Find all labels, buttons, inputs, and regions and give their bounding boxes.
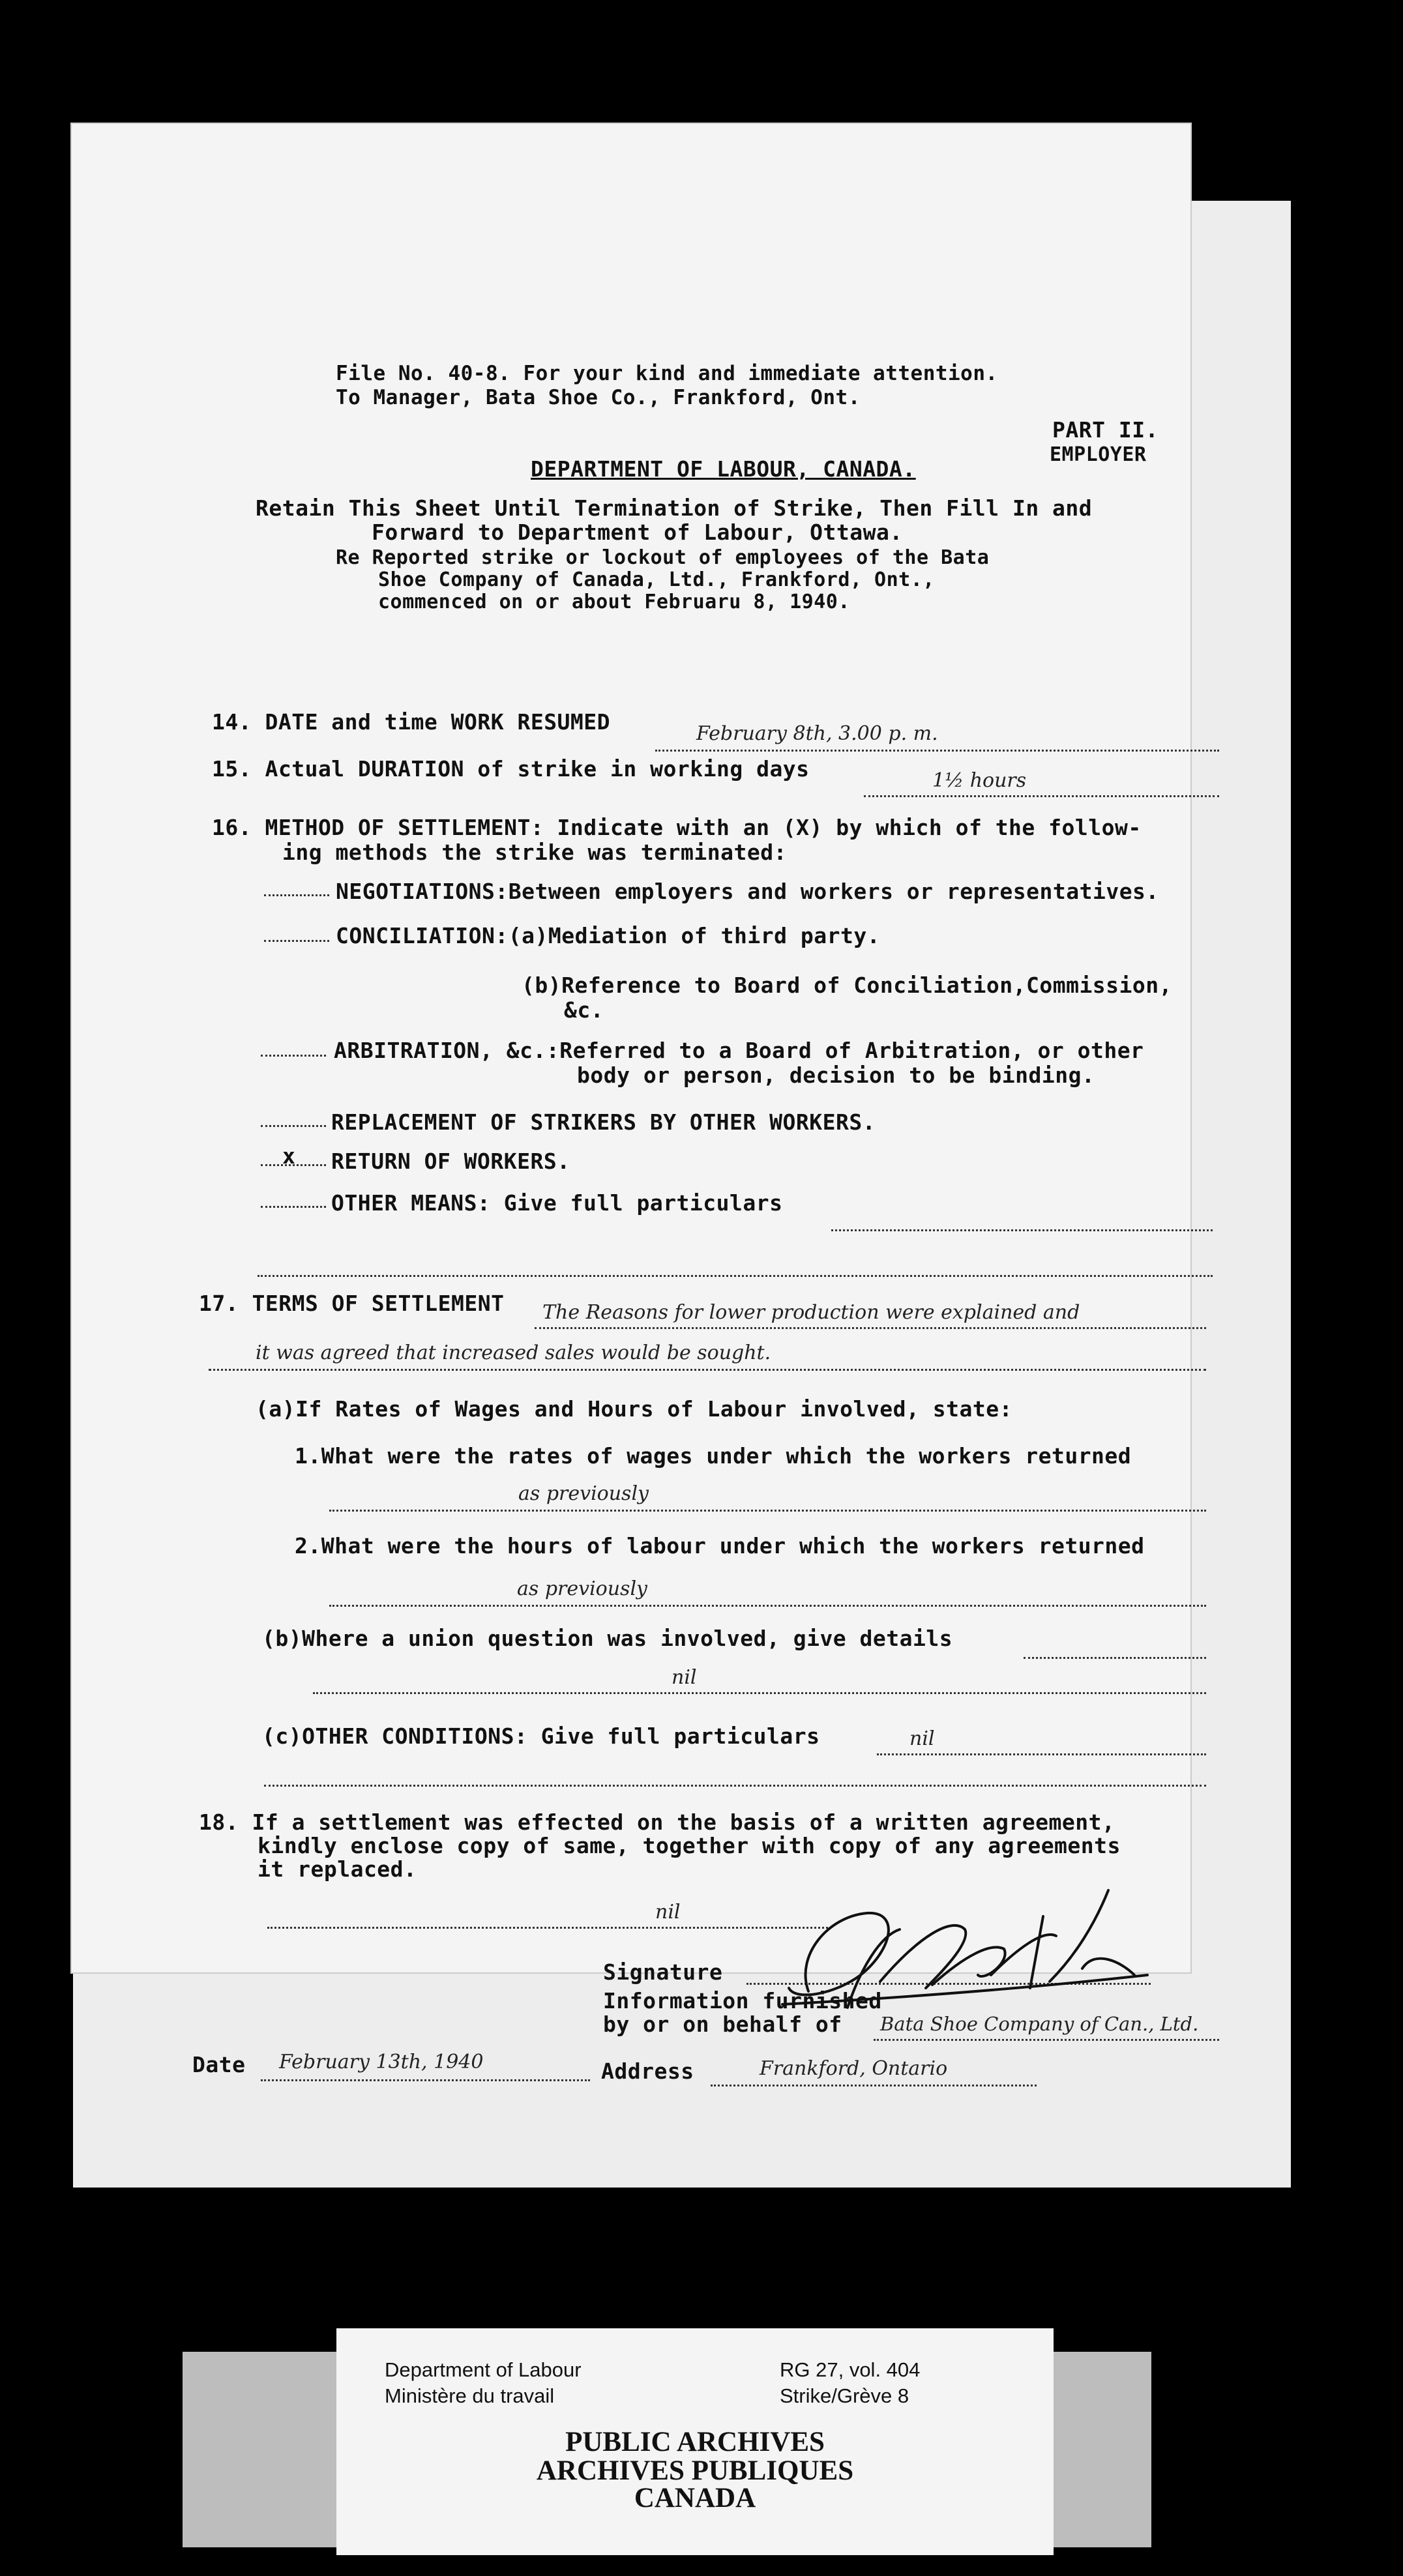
q17-label: 17. TERMS OF SETTLEMENT — [199, 1291, 505, 1316]
date-value: February 13th, 1940 — [279, 2051, 484, 2073]
return-option: RETURN OF WORKERS. — [331, 1149, 570, 1174]
q17-c-line — [877, 1753, 1206, 1755]
department-title: DEPARTMENT OF LABOUR, CANADA. — [531, 456, 916, 482]
replacement-blank — [261, 1125, 326, 1127]
q14-label: 14. DATE and time WORK RESUMED — [212, 709, 611, 735]
q16-line-1: 16. METHOD OF SETTLEMENT: Indicate with an (X) by which of the follow- — [212, 815, 1142, 840]
arbitration-option-cont: body or person, decision to be binding. — [577, 1062, 1095, 1088]
signature-label: Signature — [603, 1959, 723, 1985]
q17-c-line-2 — [264, 1785, 1206, 1787]
q17-b-label: (b)Where a union question was involved, give details — [262, 1626, 953, 1651]
part-label: PART II. — [1052, 417, 1159, 443]
q17-a1-label: 1.What were the rates of wages under which the workers returned — [295, 1443, 1132, 1469]
q18-line-3: it replaced. — [258, 1856, 417, 1882]
address-value: Frankford, Ontario — [760, 2057, 948, 2080]
q15-line — [864, 795, 1219, 797]
q14-answer: February 8th, 3.00 p. m. — [696, 722, 938, 745]
q18-line-1: 18. If a settlement was effected on the basis of a written agreement, — [199, 1809, 1115, 1835]
q14-line — [655, 750, 1219, 752]
q17-c-label: (c)OTHER CONDITIONS: Give full particulars — [262, 1723, 820, 1749]
q17-a2-line — [329, 1605, 1206, 1607]
q17-a1-answer: as previously — [518, 1482, 649, 1505]
re-line-3: commenced on or about Februaru 8, 1940. — [378, 591, 850, 613]
other-means-line-2 — [258, 1275, 1213, 1277]
q17-b-answer: nil — [672, 1666, 697, 1689]
archive-tab-left — [183, 2352, 339, 2547]
archive-dept-fr: Ministère du travail — [385, 2384, 555, 2407]
q17-c-answer: nil — [909, 1727, 935, 1750]
q17-line-1 — [535, 1327, 1206, 1329]
q17-a-label: (a)If Rates of Wages and Hours of Labour involved, state: — [256, 1396, 1012, 1422]
q16-line-2: ing methods the strike was terminated: — [282, 840, 787, 865]
q15-answer: 1½ hours — [932, 769, 1027, 792]
negotiations-blank — [264, 894, 329, 896]
q17-answer-1: The Reasons for lower production were explained and — [542, 1301, 1080, 1324]
archive-title-3: CANADA — [634, 2483, 756, 2513]
date-label: Date — [192, 2052, 246, 2077]
retain-line-2: Forward to Department of Labour, Ottawa. — [372, 520, 903, 545]
archive-title-1: PUBLIC ARCHIVES — [565, 2427, 825, 2457]
address-line — [711, 2085, 1037, 2086]
q17-a2-label: 2.What were the hours of labour under which the workers returned — [295, 1533, 1145, 1559]
other-means-blank — [261, 1206, 326, 1208]
on-behalf-label: by or on behalf of — [603, 2012, 842, 2037]
address-label: Address — [601, 2058, 694, 2084]
replacement-option: REPLACEMENT OF STRIKERS BY OTHER WORKERS. — [331, 1109, 876, 1135]
file-line-2: To Manager, Bata Shoe Co., Frankford, Ont. — [336, 386, 861, 409]
negotiations-option: NEGOTIATIONS:Between employers and workers or representatives. — [336, 879, 1159, 904]
info-furnished-label: Information furnished — [603, 1988, 882, 2013]
archive-ref-1: RG 27, vol. 404 — [780, 2358, 921, 2381]
arbitration-blank — [261, 1055, 326, 1057]
conciliation-b-option-cont: &c. — [564, 997, 604, 1023]
other-means-option: OTHER MEANS: Give full particulars — [331, 1190, 783, 1216]
q17-answer-2: it was agreed that increased sales would be sought. — [256, 1341, 771, 1364]
file-line-1: File No. 40-8. For your kind and immediate attention. — [336, 362, 998, 385]
archive-dept-en: Department of Labour — [385, 2358, 582, 2381]
q17-b-line-2 — [313, 1692, 1206, 1694]
q18-answer: nil — [655, 1901, 681, 1924]
company-name: Bata Shoe Company of Can., Ltd. — [880, 2013, 1199, 2035]
conciliation-b-option: (b)Reference to Board of Conciliation,Commission, — [522, 973, 1173, 998]
return-mark: x — [282, 1143, 296, 1169]
re-line-2: Shoe Company of Canada, Ltd., Frankford, Ont., — [378, 568, 935, 591]
re-line-1: Re Reported strike or lockout of employees of the Bata — [336, 546, 990, 569]
conciliation-blank — [264, 940, 329, 942]
q17-line-2 — [209, 1369, 1206, 1371]
archive-tab-right — [1051, 2352, 1151, 2547]
q18-line — [267, 1927, 828, 1929]
other-means-line — [831, 1229, 1213, 1231]
company-line — [874, 2039, 1219, 2041]
archive-ref-2: Strike/Grève 8 — [780, 2384, 909, 2407]
conciliation-a-option: CONCILIATION:(a)Mediation of third party. — [336, 923, 881, 948]
q17-b-line — [1024, 1657, 1206, 1659]
q17-a1-line — [329, 1510, 1206, 1512]
archive-title-2: ARCHIVES PUBLIQUES — [536, 2455, 854, 2486]
part-sub-label: EMPLOYER — [1050, 443, 1147, 466]
arbitration-option: ARBITRATION, &c.:Referred to a Board of Arbitration, or other — [334, 1038, 1144, 1063]
q18-line-2: kindly enclose copy of same, together with copy of any agreements — [258, 1833, 1121, 1858]
q17-a2-answer: as previously — [517, 1577, 647, 1600]
date-line — [261, 2079, 590, 2081]
retain-line-1: Retain This Sheet Until Termination of Strike, Then Fill In and — [256, 495, 1093, 521]
q15-label: 15. Actual DURATION of strike in working days — [212, 756, 810, 782]
